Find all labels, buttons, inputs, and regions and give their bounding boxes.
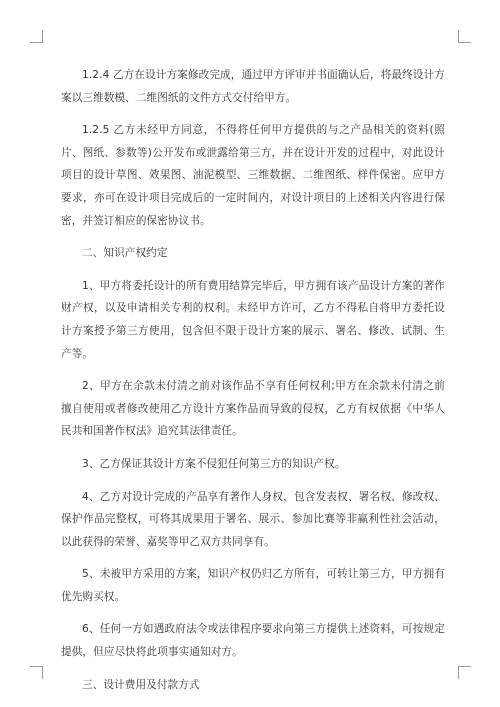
ip-clause-4: 4、乙方对设计完成的产品享有著作人身权，包含发表权、署名权、修改权、保护作品完整权，可将其成果用于署名、展示、参加比赛等非赢利性社会活动，以此获得的荣誉、嘉奖等甲乙双方共同享有。	[61, 490, 445, 548]
crop-mark-top-left	[30, 30, 43, 43]
clause-1-2-5: 1.2.5 乙方未经甲方同意，不得将任何甲方提供的与之产品相关的资料(照片、图纸、参数等)公开发布或泄露给第三方，并在设计开发的过程中，对此设计项目的设计草图、效果图、油泥模型、三维数据、二维图纸、样件保密。应甲方要求，亦可在设计项目完成后的一定时间内，对设计项目的上述相关内容进行保密，并签订相应的保密协议书。	[61, 124, 445, 227]
ip-clause-1: 1、甲方将委托设计的所有费用结算完毕后，甲方拥有该产品设计方案的著作财产权，以及申请相关专利的权利。未经甲方许可，乙方不得私自将甲方委托设计方案授予第三方使用，包含但不限于设计方案的展示、署名、修改、试制、生产等。	[61, 279, 445, 360]
crop-mark-bottom-right	[458, 666, 471, 679]
crop-mark-top-right	[458, 30, 471, 43]
section-heading-fees: 三、设计费用及付款方式	[82, 678, 200, 691]
ip-clause-3: 3、乙方保证其设计方案不侵犯任何第三方的知识产权。	[82, 457, 346, 470]
document-page	[61, 64, 445, 706]
crop-mark-bottom-left	[30, 666, 43, 679]
ip-clause-5: 5、未被甲方采用的方案，知识产权仍归乙方所有，可转让第三方，甲方拥有优先购买权。	[61, 568, 445, 603]
clause-1-2-4: 1.2.4 乙方在设计方案修改完成，通过甲方评审并书面确认后，将最终设计方案以三维数模、二维图纸的文件方式交付给甲方。	[61, 69, 445, 104]
section-heading-ip: 二、知识产权约定	[82, 247, 168, 260]
ip-clause-2: 2、甲方在余款未付清之前对该作品不享有任何权利;甲方在余款未付清之前擅自使用或者修改使用乙方设计方案作品而导致的侵权，乙方有权依据《中华人民共和国著作权法》追究其法律责任。	[61, 380, 445, 438]
ip-clause-6: 6、任何一方如遇政府法令或法律程序要求向第三方提供上述资料，可按规定提供，但应尽快将此项事实通知对方。	[61, 623, 445, 659]
